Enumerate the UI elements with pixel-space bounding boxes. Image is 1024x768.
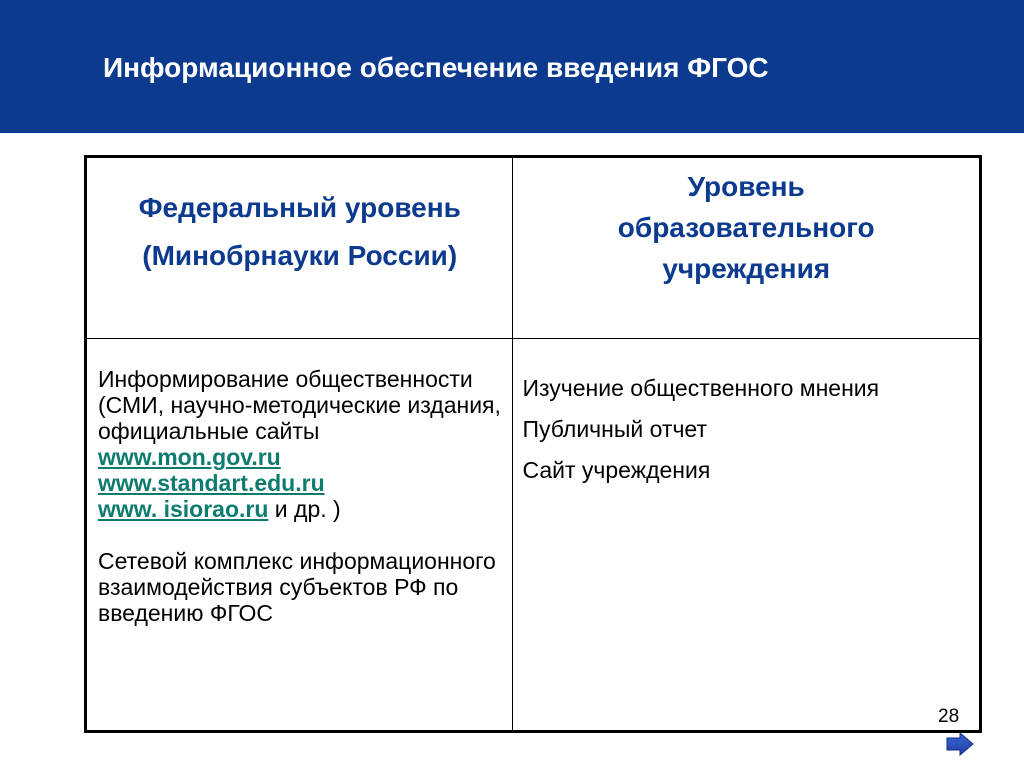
public-report-item: Публичный отчет	[522, 416, 707, 442]
public-info-text: Информирование общественности (СМИ, научно-методические издания, официальные сайты	[98, 366, 501, 444]
table-header-row	[86, 157, 981, 339]
public-opinion-item: Изучение общественного мнения	[522, 375, 880, 401]
slide-title: Информационное обеспечение введения ФГОС	[103, 52, 769, 83]
ministry-heading: (Минобрнауки России)	[142, 240, 458, 271]
federal-level-heading: Федеральный уровень	[138, 192, 461, 223]
info-table	[84, 155, 982, 733]
table-body-row	[86, 339, 981, 732]
institution-body-cell	[513, 339, 981, 732]
institution-site-item: Сайт учреждения	[522, 457, 711, 483]
federal-body-cell	[86, 339, 513, 732]
link-mon-gov[interactable]: www.mon.gov.ru	[98, 444, 281, 470]
link-isiorao[interactable]: www. isiorao.ru	[98, 496, 269, 522]
page-number: 28	[938, 706, 960, 727]
arrow-right-icon[interactable]	[946, 732, 974, 756]
network-complex-text: Сетевой комплекс информационного взаимодействия субъектов РФ по введению ФГОС	[98, 548, 496, 626]
link-standart-edu[interactable]: www.standart.edu.ru	[98, 470, 325, 496]
institution-heading-line1: Уровень	[687, 171, 805, 202]
links-suffix-text: и др. )	[268, 496, 341, 522]
institution-heading-line3: учреждения	[662, 253, 831, 284]
institution-heading-line2: образовательного	[617, 212, 875, 243]
header-cell-federal	[86, 157, 513, 339]
header-cell-institution	[513, 157, 981, 339]
